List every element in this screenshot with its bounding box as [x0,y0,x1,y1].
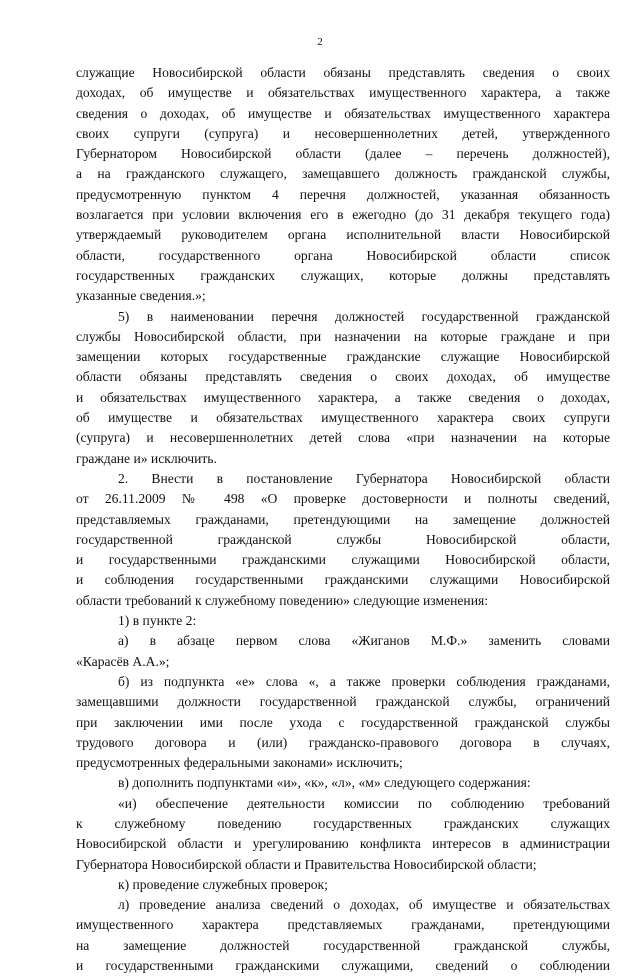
text-line: области требований к служебному поведению» следующие изменения: [76,592,489,608]
text-line: трудового договора и (или) гражданско-правового договора в случаях, [76,734,610,750]
text-line: а на гражданского служащего, замещавшего должность гражданской службы, [76,166,610,182]
text-line: возлагается при условии включения его в ежегодно (до 31 декабря текущего года) [76,207,610,223]
text-line: Новосибирской области и урегулированию конфликта интересов в администрации [76,836,610,852]
text-line: граждане и» исключить. [76,450,217,466]
text-line: государственной гражданской службы Новосибирской области, [76,531,610,547]
text-line: утверждаемый руководителем органа исполнительной власти Новосибирской [76,227,610,243]
text-line: службы Новосибирской области, при назначении на которые граждане и при [76,328,610,344]
text-line: об имуществе и обязательствах имущественного характера своих супруги [76,410,610,426]
text-line: и соблюдения государственными гражданскими служащими Новосибирской [76,572,610,588]
text-line: и государственными гражданскими служащими, сведений о соблюдении [76,958,610,974]
text-line: предусмотренную пунктом 4 перечня должностей, указанная обязанность [76,186,610,202]
text-line: доходах, об имуществе и обязательствах имущественного характера, а также [76,85,610,101]
text-line: государственных гражданских служащих, которые должны представлять [76,267,610,283]
text-line: области обязаны представлять сведения о своих доходах, об имуществе [76,369,610,385]
text-line: Губернатором Новосибирской области (далее – перечень должностей), [76,146,610,162]
text-line: Губернатора Новосибирской области и Правительства Новосибирской области; [76,856,537,872]
text-line: замещении которых государственные гражданские служащие Новосибирской [76,349,610,365]
text-line: л) проведение анализа сведений о доходах, об имуществе и обязательствах [118,897,610,913]
text-line: служащие Новосибирской области обязаны представлять сведения о своих [76,65,610,80]
text-line: 1) в пункте 2: [118,613,197,629]
text-line: при заключении ими после ухода с государственной гражданской службы [76,714,610,730]
page-number: 2 [317,36,323,48]
text-line: указанные сведения.»; [76,288,206,304]
text-line: 2. Внести в постановление Губернатора Новосибирской области [118,470,610,486]
text-line: в) дополнить подпунктами «и», «к», «л», «м» следующего содержания: [118,775,531,791]
text-line: (супруга) и несовершеннолетних детей слова «при назначении на которые [76,430,610,446]
text-line: от 26.11.2009 № 498 «О проверке достоверности и полноты сведений, [76,491,610,507]
text-line: к служебному поведению государственных гражданских служащих [76,815,610,831]
text-line: к) проведение служебных проверок; [118,876,328,892]
text-line: замещавшими должности государственной гражданской службы, ограничений [76,694,610,710]
text-line: «Карасёв А.А.»; [76,653,170,669]
text-line: 5) в наименовании перечня должностей государственной гражданской [118,308,610,324]
text-line: и обязательствах имущественного характера, а также сведения о доходах, [76,389,610,405]
text-line: сведения о доходах, об имуществе и обязательствах имущественного характера [76,105,610,121]
text-line: и государственными гражданскими служащими Новосибирской области, [76,552,610,568]
text-line: предусмотренных федеральными законами» исключить; [76,755,403,771]
text-line: а) в абзаце первом слова «Жиганов М.Ф.» заменить словами [118,633,610,649]
text-line: представляемых гражданами, претендующими на замещение должностей [76,511,610,527]
text-line: имущественного характера представляемых гражданами, претендующими [76,917,610,933]
text-line: б) из подпункта «е» слова «, а также проверки соблюдения гражданами, [118,673,610,689]
text-line: «и) обеспечение деятельности комиссии по соблюдению требований [118,795,610,811]
text-line: области, государственного органа Новосибирской области список [76,247,610,263]
text-line: своих супруги (супруга) и несовершеннолетних детей, утвержденного [76,125,610,141]
document-body [76,63,610,976]
text-line: на замещение должностей государственной гражданской службы, [76,937,610,953]
